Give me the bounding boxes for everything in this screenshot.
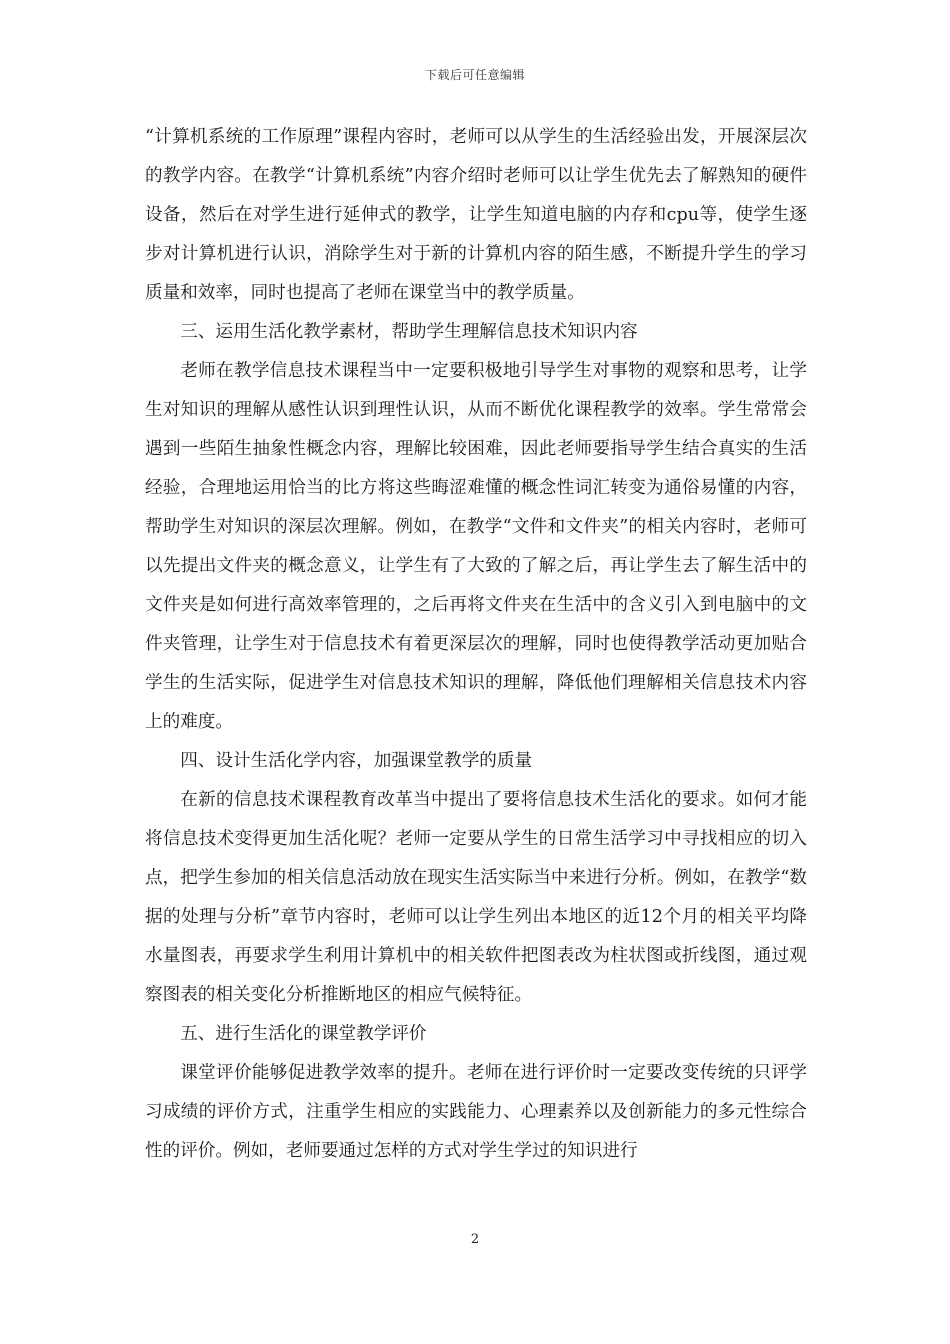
paragraph-4: 课堂评价能够促进教学效率的提升。老师在进行评价时一定要改变传统的只评学习成绩的评价方式，注重学生相应的实践能力、心理素养以及创新能力的多元性综合性的评价。例如，老师要通过怎样的方式对学生学过的知识进行	[145, 1063, 807, 1161]
document-body	[145, 118, 807, 1171]
section-heading-3: 三、运用生活化教学素材，帮助学生理解信息技术知识内容	[180, 322, 638, 342]
page-header: 下载后可任意编辑	[424, 68, 525, 82]
section-heading-4: 四、设计生活化学内容，加强课堂教学的质量	[180, 751, 533, 771]
paragraph-3: 在新的信息技术课程教育改革当中提出了要将信息技术生活化的要求。如何才能将信息技术变得更加生活化呢？老师一定要从学生的日常生活学习中寻找相应的切入点，把学生参加的相关信息活动放在现实生活实际当中来进行分析。例如，在教学“数据的处理与分析”章节内容时，老师可以让学生列出本地区的近12个月的相关平均降水量图表，再要求学生利用计算机中的相关软件把图表改为柱状图或折线图，通过观察图表的相关变化分析推断地区的相应气候特征。	[145, 790, 807, 1005]
paragraph-1: “计算机系统的工作原理”课程内容时，老师可以从学生的生活经验出发，开展深层次的教学内容。在教学“计算机系统”内容介绍时老师可以让学生优先去了解熟知的硬件设备，然后在对学生进行延伸式的教学，让学生知道电脑的内存和cpu等，使学生逐步对计算机进行认识，消除学生对于新的计算机内容的陌生感，不断提升学生的学习质量和效率，同时也提高了老师在课堂当中的教学质量。	[145, 127, 807, 303]
page-number: 2	[470, 1232, 480, 1247]
paragraph-2: 老师在教学信息技术课程当中一定要积极地引导学生对事物的观察和思考，让学生对知识的理解从感性认识到理性认识，从而不断优化课程教学的效率。学生常常会遇到一些陌生抽象性概念内容，理解比较困难，因此老师要指导学生结合真实的生活经验，合理地运用恰当的比方将这些晦涩难懂的概念性词汇转变为通俗易懂的内容，帮助学生对知识的深层次理解。例如，在教学“文件和文件夹”的相关内容时，老师可以先提出文件夹的概念意义，让学生有了大致的了解之后，再让学生去了解生活中的文件夹是如何进行高效率管理的，之后再将文件夹在生活中的含义引入到电脑中的文件夹管理，让学生对于信息技术有着更深层次的理解，同时也使得教学活动更加贴合学生的生活实际，促进学生对信息技术知识的理解，降低他们理解相关信息技术内容上的难度。	[145, 361, 807, 732]
section-heading-5: 五、进行生活化的课堂教学评价	[180, 1024, 427, 1044]
